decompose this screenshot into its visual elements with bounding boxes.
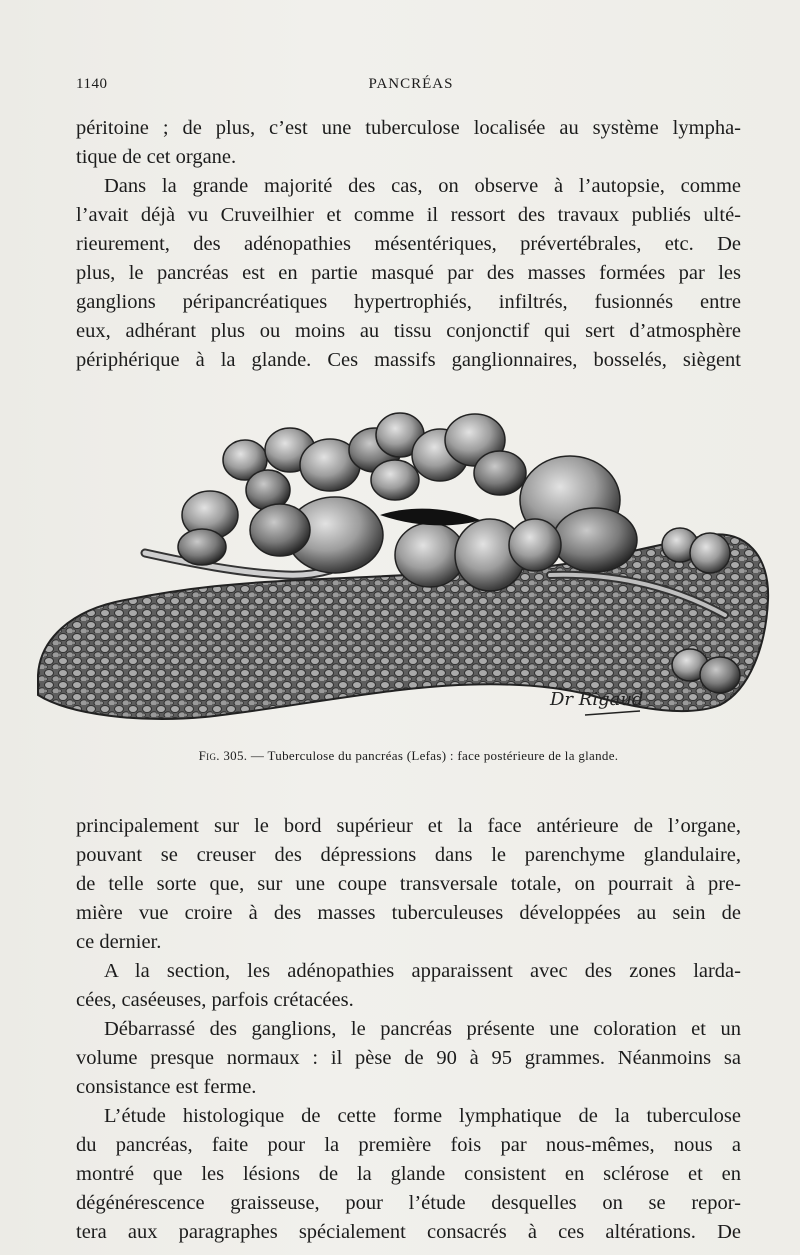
text-line: mière vue croire à des masses tuberculeuses développées au sein de xyxy=(76,902,741,924)
text-line: volume presque normaux : il pèse de 90 à 95 grammes. Néanmoins sa xyxy=(76,1047,741,1069)
pancreas-illustration xyxy=(30,405,775,735)
text-line: de telle sorte que, sur une coupe transversale totale, on pourrait à pre- xyxy=(76,873,741,895)
running-head xyxy=(76,76,746,98)
text-line: principalement sur le bord supérieur et la face antérieure de l’organe, xyxy=(76,815,741,837)
figure-label: Fig. 305. xyxy=(198,748,248,763)
text-line: pouvant se creuser des dépressions dans le parenchyme glandulaire, xyxy=(76,844,741,866)
artist-signature: Dr Rigaud xyxy=(550,689,644,710)
text-line: ganglions péripancréatiques hypertrophiés, infiltrés, fusionnés entre xyxy=(76,291,741,313)
text-line: consistance est ferme. xyxy=(76,1076,257,1098)
page-number: 1140 xyxy=(76,76,108,92)
text-line: montré que les lésions de la glande consistent en sclérose et en xyxy=(76,1163,741,1185)
figure-caption xyxy=(76,748,741,764)
text-line: A la section, les adénopathies apparaissent avec des zones larda- xyxy=(104,960,741,982)
text-line: ce dernier. xyxy=(76,931,162,953)
text-line: du pancréas, faite pour la première fois par nous-mêmes, nous a xyxy=(76,1134,741,1156)
running-title: PANCRÉAS xyxy=(368,76,454,92)
text-line: Débarrassé des ganglions, le pancréas présente une coloration et un xyxy=(104,1018,741,1040)
figure-caption-text: — Tuberculose du pancréas (Lefas) : face postérieure de la glande. xyxy=(250,748,619,763)
text-block-bottom xyxy=(76,812,741,1247)
text-line: cées, caséeuses, parfois crétacées. xyxy=(76,989,354,1011)
text-line: tera aux paragraphes spécialement consacrés à ces altérations. De xyxy=(76,1221,741,1243)
text-line: l’avait déjà vu Cruveilhier et comme il ressort des travaux publiés ulté- xyxy=(76,204,741,226)
text-block-top xyxy=(76,114,741,375)
pancreas-engraving xyxy=(30,405,775,735)
text-line: plus, le pancréas est en partie masqué par des masses formées par les xyxy=(76,262,741,284)
text-line: périphérique à la glande. Ces massifs ganglionnaires, bosselés, siègent xyxy=(76,349,741,371)
text-line: rieurement, des adénopathies mésentériques, prévertébrales, etc. De xyxy=(76,233,741,255)
text-line: tique de cet organe. xyxy=(76,146,237,168)
text-line: péritoine ; de plus, c’est une tuberculose localisée au système lympha- xyxy=(76,117,741,139)
text-line: dégénérescence graisseuse, pour l’étude desquelles on se repor- xyxy=(76,1192,741,1214)
text-line: Dans la grande majorité des cas, on observe à l’autopsie, comme xyxy=(104,175,741,197)
text-line: L’étude histologique de cette forme lymphatique de la tuberculose xyxy=(104,1105,741,1127)
text-line: eux, adhérant plus ou moins au tissu conjonctif qui sert d’atmosphère xyxy=(76,320,741,342)
